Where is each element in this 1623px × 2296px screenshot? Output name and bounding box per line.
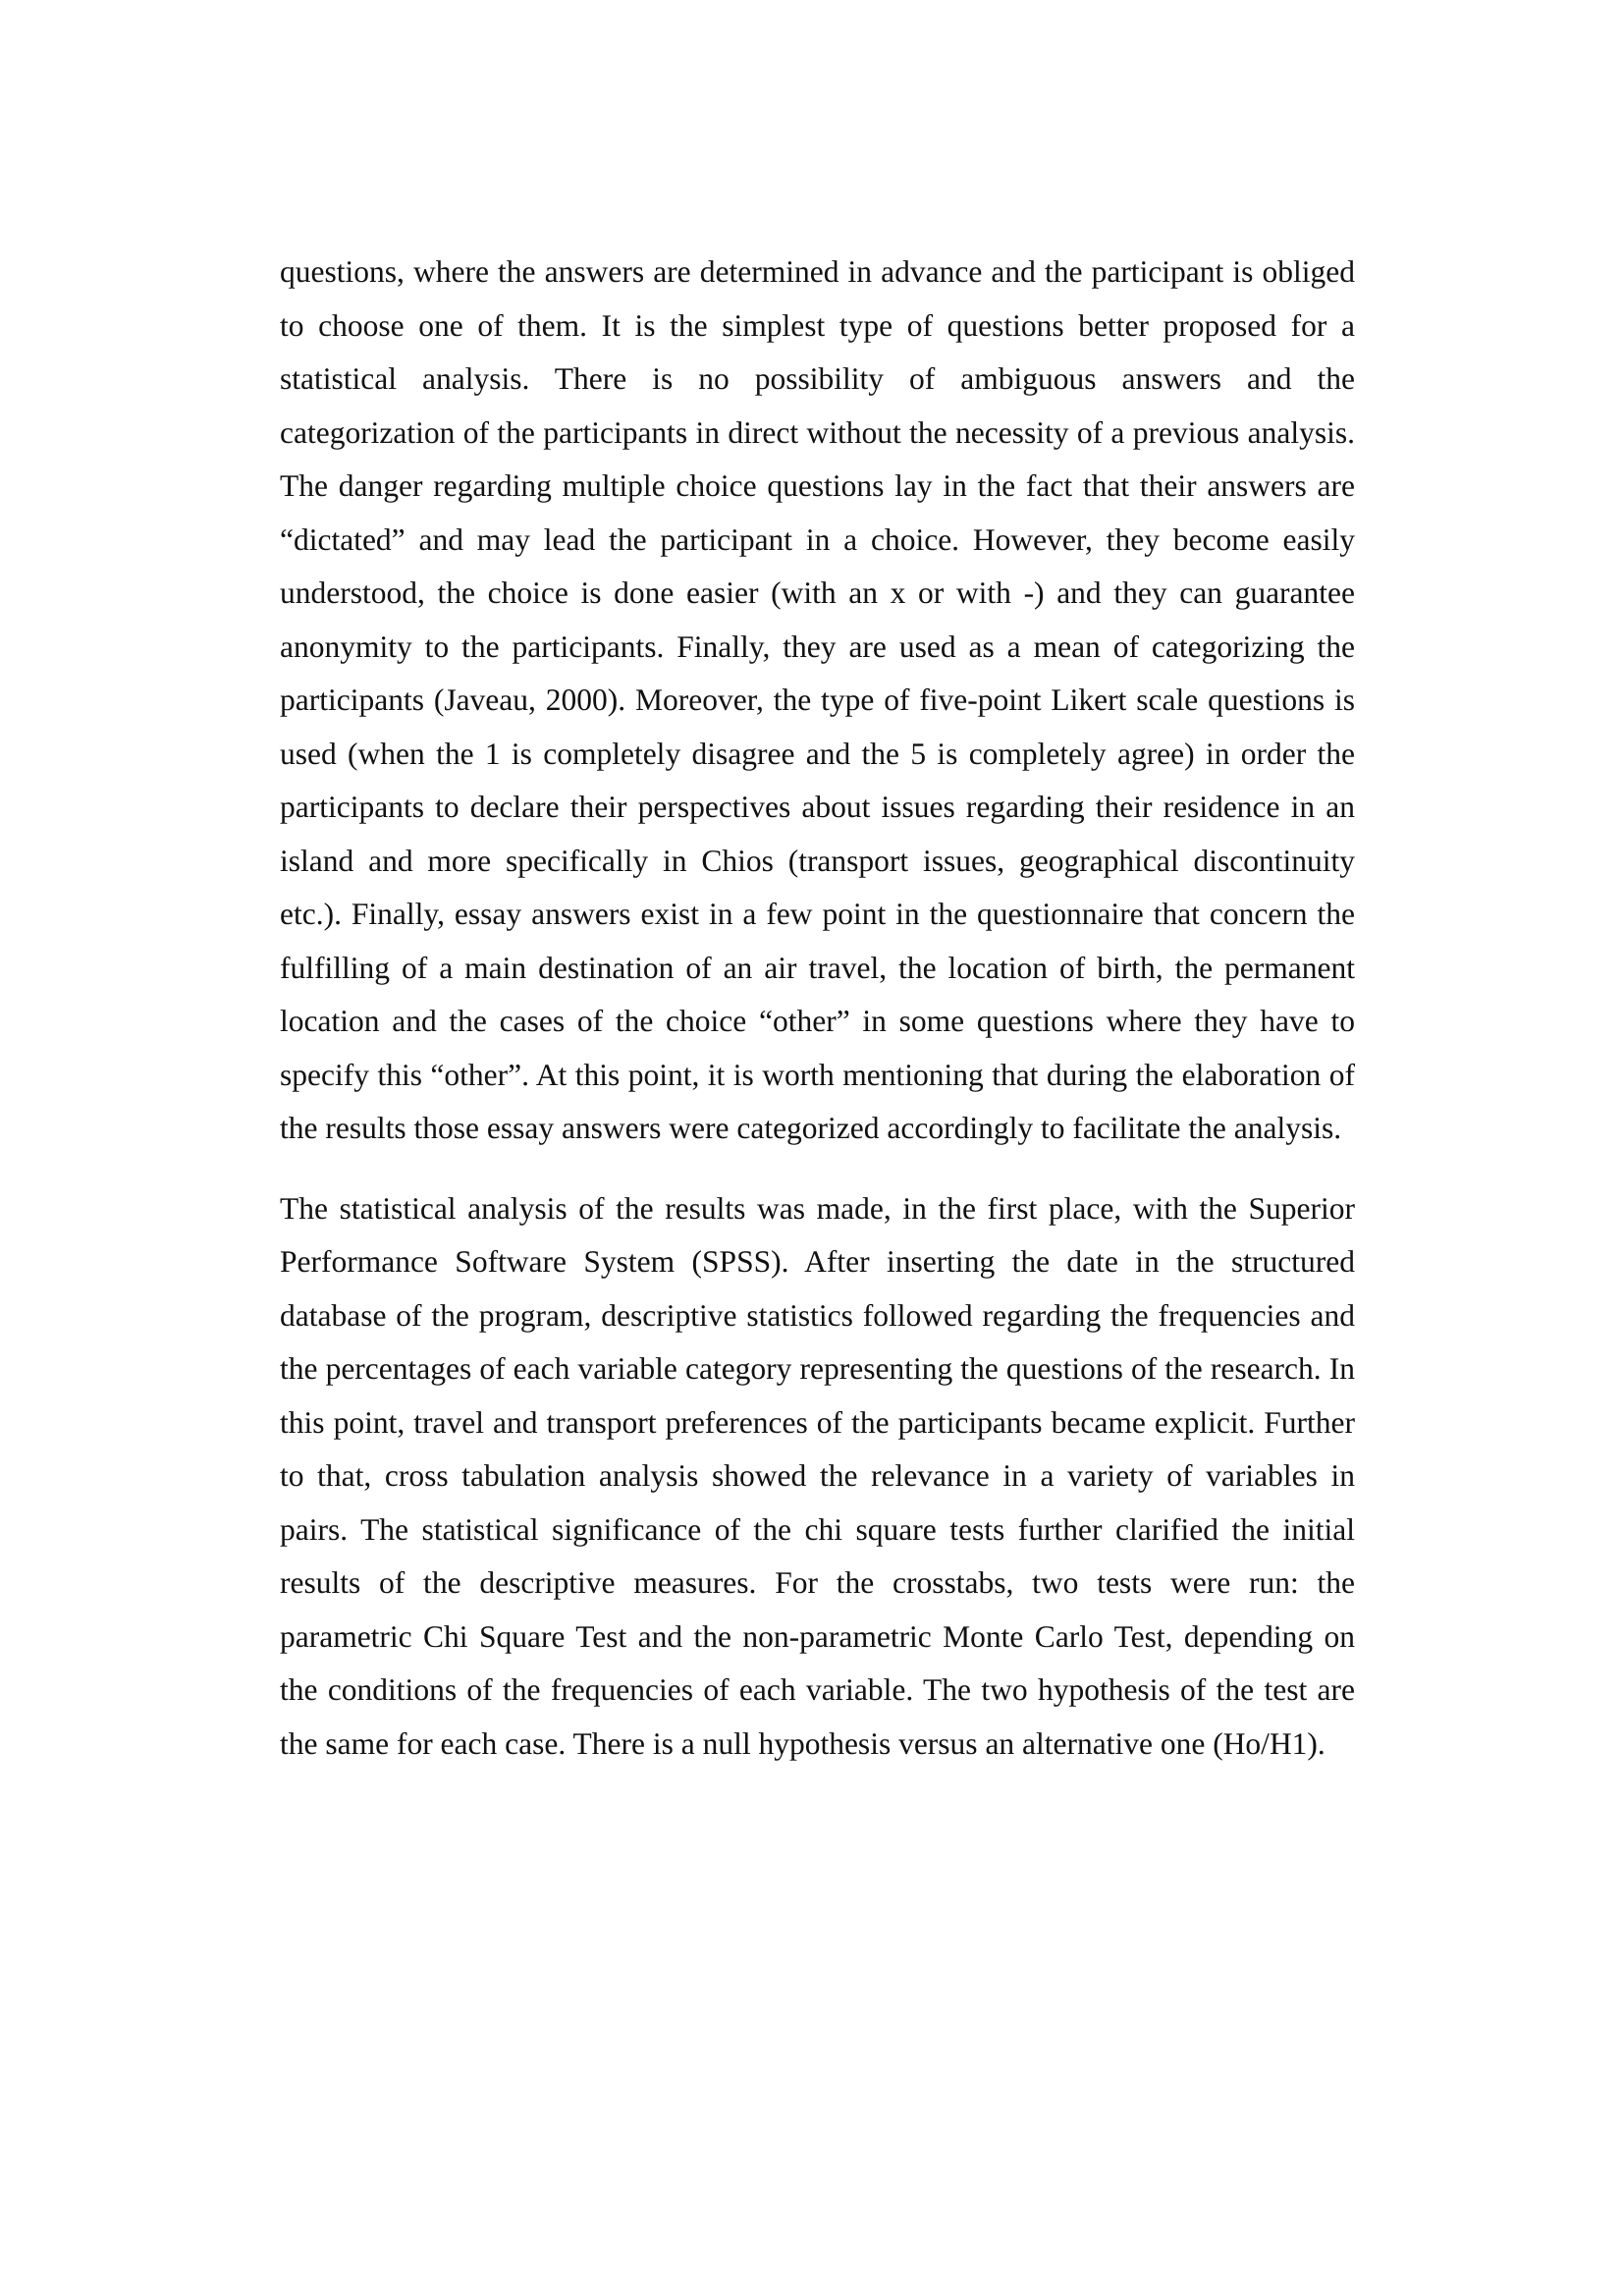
body-text: [280, 246, 1355, 1771]
paragraph-statistical-analysis: The statistical analysis of the results was made, in the first place, with the Superior Performance Software System (SPSS). After inserting the date in the structured database of the program, descriptive statistics followed regarding the frequencies and the percentages of each variable category representing the questions of the research. In this point, travel and transport preferences of the participants became explicit. Further to that, cross tabulation analysis showed the relevance in a variety of variables in pairs. The statistical significance of the chi square tests further clarified the initial results of the descriptive measures. For the crosstabs, two tests were run: the parametric Chi Square Test and the non-parametric Monte Carlo Test, depending on the conditions of the frequencies of each variable. The two hypothesis of the test are the same for each case. There is a null hypothesis versus an alternative one (Ho/H1).: [280, 1190, 1355, 1761]
paragraph-questionnaire-design: questions, where the answers are determined in advance and the participant is obliged to choose one of them. It is the simplest type of questions better proposed for a statistical analysis. There is no possibility of ambiguous answers and the categorization of the participants in direct without the necessity of a previous analysis. The danger regarding multiple choice questions lay in the fact that their answers are “dictated” and may lead the participant in a choice. However, they become easily understood, the choice is done easier (with an x or with -) and they can guarantee anonymity to the participants. Finally, they are used as a mean of categorizing the participants (Javeau, 2000). Moreover, the type of five-point Likert scale questions is used (when the 1 is completely disagree and the 5 is completely agree) in order the participants to declare their perspectives about issues regarding their residence in an island and more specifically in Chios (transport issues, geographical discontinuity etc.). Finally, essay answers exist in a few point in the questionnaire that concern the fulfilling of a main destination of an air travel, the location of birth, the permanent location and the cases of the choice “other” in some questions where they have to specify this “other”. At this point, it is worth mentioning that during the elaboration of the results those essay answers were categorized accordingly to facilitate the analysis.: [280, 254, 1355, 1145]
